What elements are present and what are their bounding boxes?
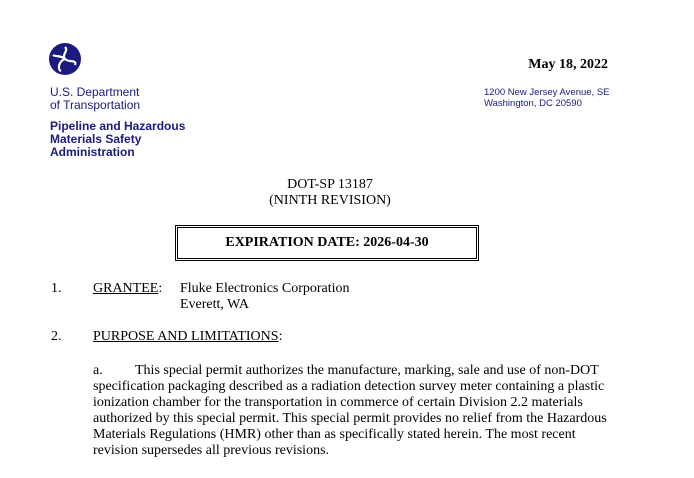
permit-number: DOT-SP 13187 <box>287 177 373 192</box>
permit-revision: (NINTH REVISION) <box>269 193 391 208</box>
section-label-grantee <box>93 281 162 297</box>
agency-sub-line: Pipeline and Hazardous <box>50 119 186 133</box>
permit-heading <box>0 177 660 209</box>
section-label-purpose <box>93 329 282 345</box>
paragraph-text: This special permit authorizes the manufacture, marking, sale and use of non-DOT specification packaging described as a radiation detection survey meter containing a plastic ionization chamber for the transportation in commerce of certain Division 2.2 materials authorized by this special permit. This special permit provides no relief from the Hazardous Materials Regulations (HMR) other than as specifically stated herein. The most recent revision supersedes all previous revisions. <box>93 363 607 458</box>
agency-line: of Transportation <box>50 98 141 112</box>
address-line: 1200 New Jersey Avenue, SE <box>484 87 610 98</box>
agency-sub-line: Materials Safety <box>50 132 142 146</box>
paragraph-marker: a. <box>93 363 103 378</box>
dot-logo-icon <box>49 43 81 75</box>
expiration-date: EXPIRATION DATE: 2026-04-30 <box>225 235 429 250</box>
section-number: 1. <box>51 281 62 296</box>
agency-department <box>50 86 140 112</box>
agency-line: U.S. Department <box>50 85 140 99</box>
purpose-label: PURPOSE AND LIMITATIONS <box>93 329 279 344</box>
agency-address <box>484 87 610 109</box>
grantee-label: GRANTEE <box>93 281 159 296</box>
section-number: 2. <box>51 329 62 344</box>
agency-sub-line: Administration <box>50 145 135 159</box>
label-colon: : <box>158 281 163 296</box>
label-colon: : <box>278 329 283 344</box>
grantee-name: Fluke Electronics Corporation <box>180 281 350 296</box>
agency-subdivision <box>50 120 185 159</box>
purpose-paragraph <box>93 363 618 459</box>
address-line: Washington, DC 20590 <box>484 98 582 109</box>
grantee-value <box>180 281 350 313</box>
document-date: May 18, 2022 <box>528 57 608 72</box>
expiration-date-box <box>175 225 479 261</box>
grantee-location: Everett, WA <box>180 297 249 312</box>
